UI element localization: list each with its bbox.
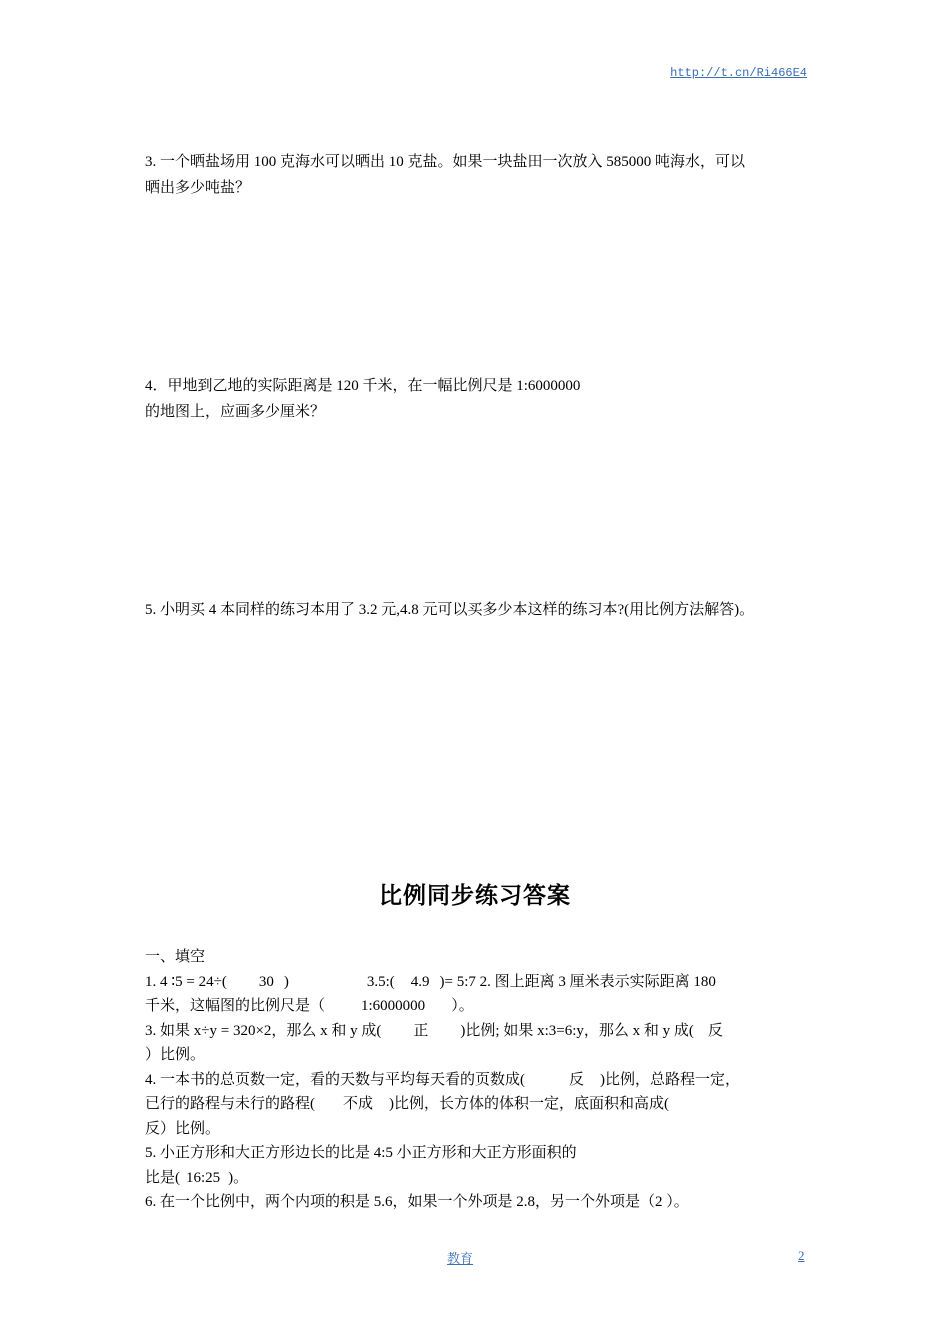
answer-3-line-2 — [145, 1043, 815, 1068]
answer-4-line-3 — [145, 1117, 815, 1142]
answer-4-text-c: 已行的路程与未行的路程( — [145, 1096, 315, 1112]
answer-3-text-a: 3. 如果 x÷y = 320×2，那么 x 和 y 成( — [145, 1022, 382, 1039]
question-5-line-1: 5. 小明买 4 本同样的练习本用了 3.2 元,4.8 元可以买多少本这样的练习本?(用比例方法解答)。 — [145, 602, 755, 618]
answer-4-text-d: )比例，长方体的体积一定，底面积和高成( — [389, 1096, 670, 1112]
answers-section — [145, 945, 815, 1215]
answer-2-text-b: ）。 — [451, 998, 474, 1014]
footer-page-number[interactable]: 2 — [798, 1248, 805, 1263]
answer-6-line: 6. 在一个比例中，两个内项的积是 5.6，如果一个外项是 2.8，另一个外项是（2 ）。 — [145, 1194, 689, 1210]
answer-4-value-b: 不成 — [343, 1096, 374, 1112]
answer-5-text-b: )。 — [228, 1169, 249, 1186]
answer-5-line-1: 5. 小正方形和大正方形边长的比是 4:5 小正方形和大正方形面积的 — [145, 1145, 577, 1161]
answer-5-value: 16:25 — [186, 1169, 221, 1186]
answer-4-text-b: )比例，总路程一定， — [600, 1071, 741, 1088]
answer-4-line-2 — [145, 1092, 815, 1117]
question-4-line-2: 的地图上，应画多少厘米？ — [145, 404, 326, 420]
header-link[interactable]: http://t.cn/Ri466E4 — [670, 66, 807, 80]
answer-1-text-a: 1. 4 ∶5 = 24÷( — [145, 973, 227, 990]
answer-2-line — [145, 994, 815, 1019]
answer-5-line-2 — [145, 1166, 815, 1191]
question-5 — [145, 597, 835, 623]
answer-4-text-a: 4. 一本书的总页数一定，看的天数与平均每天看的页数成( — [145, 1071, 525, 1088]
answer-3-text-b: )比例; 如果 x:3=6:y，那么 x 和 y 成( — [460, 1022, 694, 1039]
answer-1-text-d: )= 5:7 2. 图上距离 3 厘米表示实际距离 180 — [439, 973, 716, 990]
answers-section-heading: 一、填空 — [145, 949, 206, 965]
answer-1-value-a: 30 — [258, 973, 274, 990]
answer-4-value-a: 反 — [569, 1071, 585, 1088]
question-3-line-1: 3. 一个晒盐场用 100 克海水可以晒出 10 克盐。如果一块盐田一次放入 585000 吨海水，可以 — [145, 154, 746, 170]
footer-link[interactable]: 教育 — [447, 1251, 474, 1266]
answer-4-line-1 — [145, 1068, 815, 1093]
answer-1-text-b: ) — [283, 973, 289, 990]
answer-1-value-b: 4.9 — [410, 973, 430, 990]
question-4 — [145, 373, 815, 425]
answer-3-value-b: 反 — [707, 1022, 723, 1039]
answer-5-text-a: 比是( — [145, 1169, 180, 1186]
answer-2-text-a: 千米，这幅图的比例尺是（ — [145, 998, 326, 1014]
answer-1-line — [145, 970, 815, 995]
question-4-line-1: 4．甲地到乙地的实际距离是 120 千米，在一幅比例尺是 1:6000000 — [145, 378, 581, 394]
question-3 — [145, 149, 815, 201]
answer-3-text-c: ）比例。 — [145, 1047, 206, 1063]
answer-4-text-e: 反）比例。 — [145, 1120, 221, 1137]
answer-3-line-1 — [145, 1019, 815, 1044]
question-3-line-2: 晒出多少吨盐？ — [145, 180, 251, 196]
answer-3-value-a: 正 — [413, 1022, 429, 1039]
answer-2-value: 1:6000000 — [361, 998, 426, 1014]
answer-1-text-c: 3.5:( — [366, 973, 395, 990]
answer-title: 比例同步练习答案 — [379, 883, 571, 909]
